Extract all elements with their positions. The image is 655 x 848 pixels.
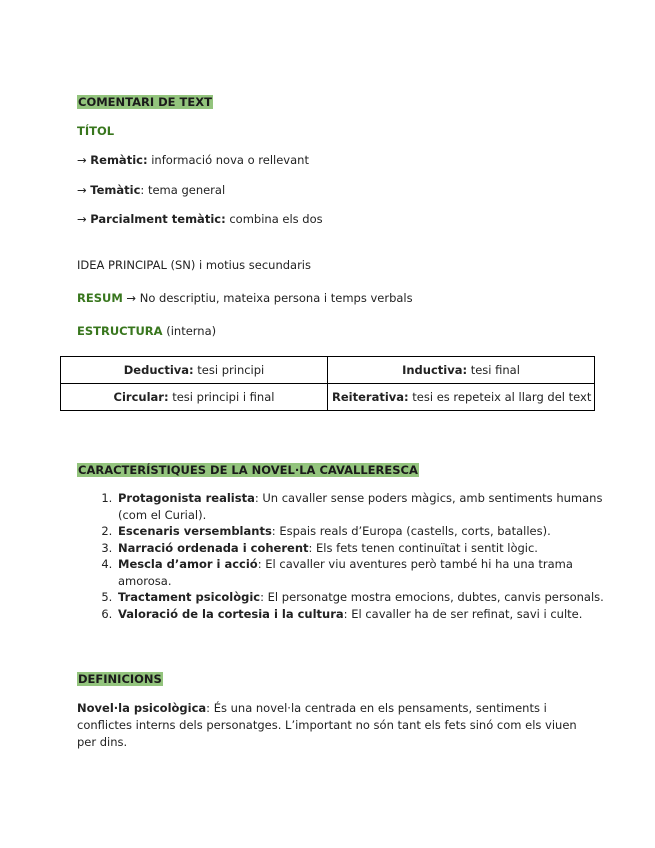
idea-principal: IDEA PRINCIPAL (SN) i motius secundaris xyxy=(77,258,311,272)
table-cell-reiterativa: Reiterativa: tesi es repeteix al llarg del text xyxy=(328,384,595,411)
definicio-paragraph xyxy=(77,700,577,751)
list-item: 1. Protagonista realista: Un cavaller sense poders màgics, amb sentiments humans (com el Curial). xyxy=(116,490,616,523)
titol-item-term: Remàtic: xyxy=(90,153,148,167)
definicions-heading xyxy=(77,671,163,687)
titol-item-rematic xyxy=(77,152,309,168)
arrow-icon: → xyxy=(77,153,87,167)
caracteristiques-list xyxy=(78,490,616,622)
comentari-heading xyxy=(77,94,213,110)
resum-label: RESUM xyxy=(77,291,123,305)
arrow-icon: → xyxy=(77,212,87,226)
table-cell-deductiva: Deductiva: tesi principi xyxy=(61,357,328,384)
titol-item-tematic xyxy=(77,182,225,198)
resum-text: → No descriptiu, mateixa persona i temps verbals xyxy=(122,291,413,305)
list-item: 4. Mescla d’amor i acció: El cavaller viu aventures però també hi ha una trama amorosa. xyxy=(116,556,616,589)
structure-table xyxy=(60,356,595,411)
table-cell-circular: Circular: tesi principi i final xyxy=(61,384,328,411)
arrow-icon: → xyxy=(77,183,87,197)
definicio-text: : És una novel·la centrada en els pensaments, sentiments i conflictes interns dels personatges. L’important no són tant els fets sinó com els viuen per dins. xyxy=(77,701,577,749)
list-item: 5. Tractament psicològic: El personatge mostra emocions, dubtes, canvis personals. xyxy=(116,589,616,606)
list-item: 2. Escenaris versemblants: Espais reals d’Europa (castells, corts, batalles). xyxy=(116,523,616,540)
titol-item-term: Parcialment temàtic: xyxy=(90,212,226,226)
estructura-text: (interna) xyxy=(162,324,217,338)
list-item: 3. Narració ordenada i coherent: Els fets tenen continuïtat i sentit lògic. xyxy=(116,540,616,557)
table-cell-inductiva: Inductiva: tesi final xyxy=(328,357,595,384)
titol-label: TÍTOL xyxy=(77,124,115,138)
definicio-term: Novel·la psicològica xyxy=(77,701,207,715)
titol-item-parcialment xyxy=(77,211,323,227)
table-row xyxy=(61,357,595,384)
estructura-line xyxy=(77,323,216,339)
definicions-heading-text: DEFINICIONS xyxy=(78,672,162,686)
titol-item-text: combina els dos xyxy=(225,212,323,226)
titol-item-text: informació nova o rellevant xyxy=(147,153,309,167)
resum-line xyxy=(77,290,413,306)
caracteristiques-heading xyxy=(77,462,419,478)
list-item: 6. Valoració de la cortesia i la cultura: El cavaller ha de ser refinat, savi i culte. xyxy=(116,606,616,623)
estructura-label: ESTRUCTURA xyxy=(77,324,163,338)
caracteristiques-heading-text: CARACTERÍSTIQUES DE LA NOVEL·LA CAVALLERESCA xyxy=(78,463,418,477)
comentari-heading-text: COMENTARI DE TEXT xyxy=(78,95,212,109)
titol-item-term: Temàtic xyxy=(90,183,141,197)
table-row xyxy=(61,384,595,411)
titol-item-text: : tema general xyxy=(140,183,226,197)
